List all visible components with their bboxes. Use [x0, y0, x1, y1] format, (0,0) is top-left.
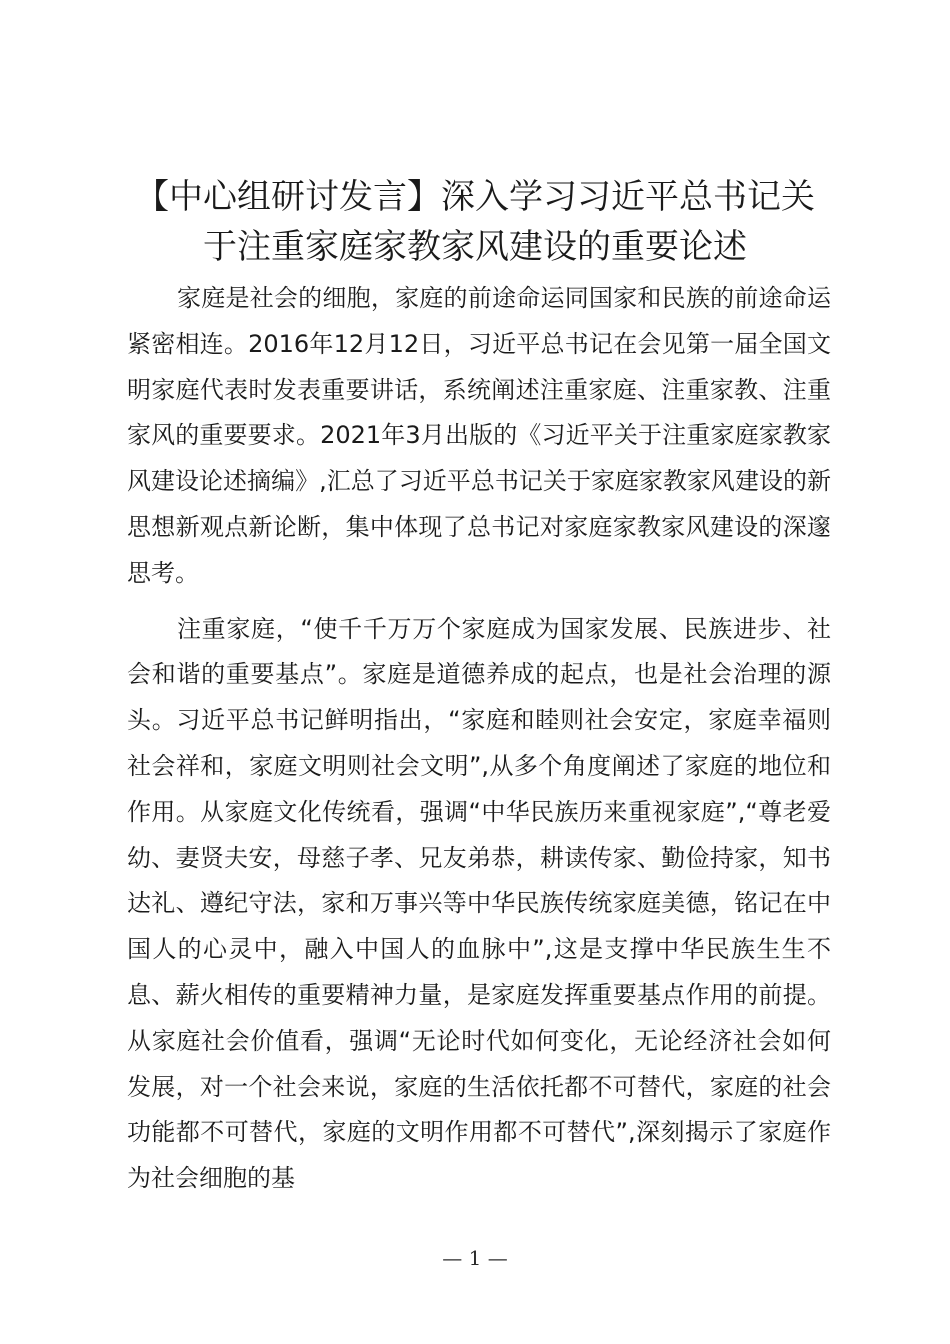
paragraph-spacer: [127, 597, 831, 607]
page-number: — 1 —: [442, 1246, 508, 1270]
paragraph-1: 家庭是社会的细胞，家庭的前途命运同国家和民族的前途命运紧密相连。2016年12月12日，习近平总书记在会见第一届全国文明家庭代表时发表重要讲话，系统阐述注重家庭、注重家教、注重家风的重要要求。2021年3月出版的《习近平关于注重家庭家教家风建设论述摘编》,汇总了习近平总书记关于家庭家教家风建设的新思想新观点新论断，集中体现了总书记对家庭家教家风建设的深邃思考。: [127, 284, 831, 587]
title-line-2: 于注重家庭家教家风建设的重要论述: [203, 227, 747, 267]
document-title: [118, 172, 832, 272]
document-body: [127, 276, 831, 1202]
title-line-1: 【中心组研讨发言】深入学习习近平总书记关: [135, 177, 815, 217]
paragraph-2: 注重家庭，“使千千万万个家庭成为国家发展、民族进步、社会和谐的重要基点”。家庭是道德养成的起点，也是社会治理的源头。习近平总书记鲜明指出，“家庭和睦则社会安定，家庭幸福则社会祥和，家庭文明则社会文明”,从多个角度阐述了家庭的地位和作用。从家庭文化传统看，强调“中华民族历来重视家庭”,“尊老爱幼、妻贤夫安，母慈子孝、兄友弟恭，耕读传家、勤俭持家，知书达礼、遵纪守法，家和万事兴等中华民族传统家庭美德，铭记在中国人的心灵中，融入中国人的血脉中”,这是支撑中华民族生生不息、薪火相传的重要精神力量，是家庭发挥重要基点作用的前提。从家庭社会价值看，强调“无论时代如何变化，无论经济社会如何发展，对一个社会来说，家庭的生活依托都不可替代，家庭的社会功能都不可替代，家庭的文明作用都不可替代”,深刻揭示了家庭作为社会细胞的基: [127, 614, 831, 1193]
